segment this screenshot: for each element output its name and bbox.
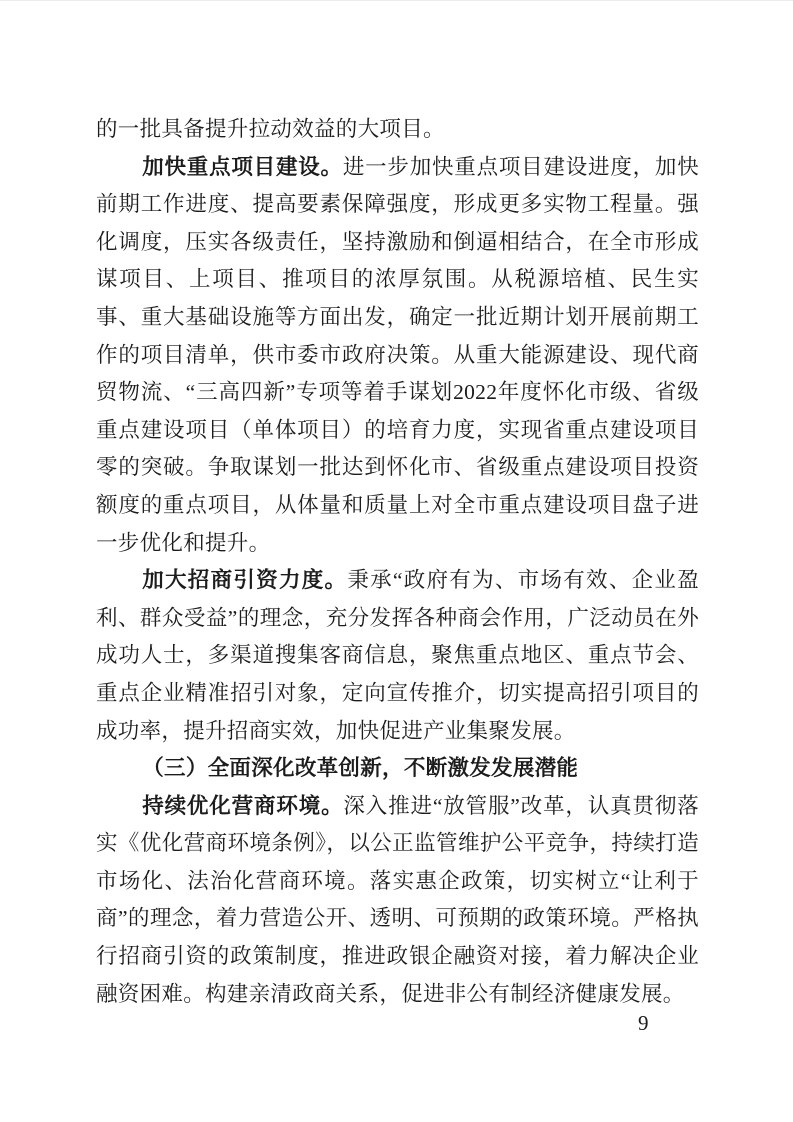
paragraph-text: 的一批具备提升拉动效益的大项目。 [96,117,445,141]
section-heading-text: （三）全面深化改革创新，不断激发发展潜能 [142,756,579,781]
paragraph-text: 秉承“政府有为、市场有效、企业盈利、群众受益”的理念，充分发挥各种商会作用，广泛动员在外成功人士，多渠道搜集客商信息，聚焦重点地区、重点节会、重点企业精准招引对象，定向宣传推介，切实提高招引项目的成功率，提升招商实效，加快促进产业集聚发展。 [96,568,699,743]
paragraph-lead: 加大招商引资力度。 [142,568,348,593]
paragraph-continuation [96,111,699,149]
paragraph-business-environment [96,788,699,1014]
page-number: 9 [638,1011,649,1035]
paragraph-lead: 加快重点项目建设。 [142,154,343,179]
paragraph-text: 深入推进“放管服”改革，认真贯彻落实《优化营商环境条例》，以公正监管维护公平竞争，持续打造市场化、法治化营商环境。落实惠企政策，切实树立“让利于商”的理念，着力营造公开、透明、可预期的政策环境。严格执行招商引资的政策制度，推进政银企融资对接，着力解决企业融资困难。构建亲清政商关系，促进非公有制经济健康发展。 [96,793,699,1006]
paragraph-accelerate-key-projects [96,149,699,563]
paragraph-lead: 持续优化营商环境。 [142,793,344,818]
document-body [96,111,699,1013]
paragraph-investment-promotion [96,562,699,750]
section-heading-three [96,750,699,788]
paragraph-text: 进一步加快重点项目建设进度，加快前期工作进度、提高要素保障强度，形成更多实物工程量。强化调度，压实各级责任，坚持激励和倒逼相结合，在全市形成谋项目、上项目、推项目的浓厚氛围。从税源培植、民生实事、重大基础设施等方面出发，确定一批近期计划开展前期工作的项目清单，供市委市政府决策。从重大能源建设、现代商贸物流、“三高四新”专项等着手谋划2022年度怀化市级、省级重点建设项目（单体项目）的培育力度，实现省重点建设项目零的突破。争取谋划一批达到怀化市、省级重点建设项目投资额度的重点项目，从体量和质量上对全市重点建设项目盘子进一步优化和提升。 [96,154,699,555]
